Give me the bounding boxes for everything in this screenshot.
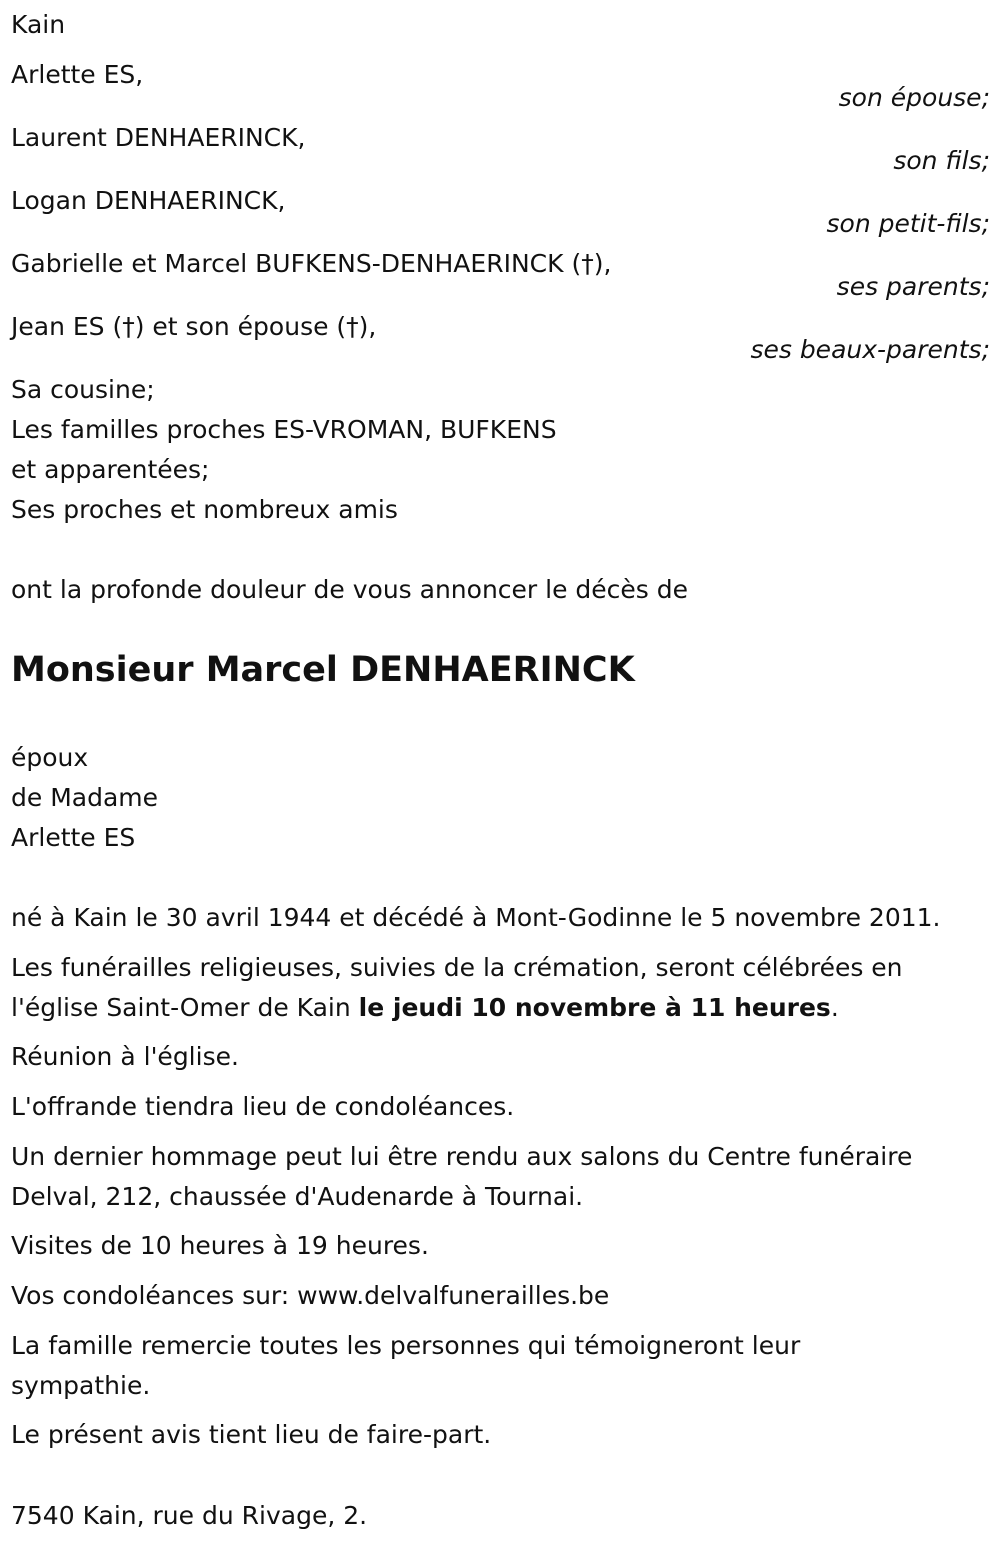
address-text: 7540 Kain, rue du Rivage, 2. [11,1501,368,1530]
family-member-relation: son petit-fils; [826,209,990,238]
deceased-name: Monsieur Marcel DENHAERINCK [11,650,635,690]
family-member-name: Arlette ES, [11,60,144,89]
visits-text: Visites de 10 heures à 19 heures. [11,1231,429,1260]
funeral-location: l'église Saint-Omer de Kain [11,993,359,1022]
homage-line: Delval, 212, chaussée d'Audenarde à Tournai. [11,1182,584,1211]
funeral-line: Les funérailles religieuses, suivies de la crémation, seront célébrées en [11,953,903,982]
family-member-relation: ses beaux-parents; [750,335,990,364]
family-member-name: Laurent DENHAERINCK, [11,123,306,152]
notice-text: Le présent avis tient lieu de faire-part. [11,1420,492,1449]
other-relatives-line: Ses proches et nombreux amis [11,495,398,524]
birth-death-text: né à Kain le 30 avril 1944 et décédé à Mont-Godinne le 5 novembre 2011. [11,903,941,932]
spouse-line: époux [11,743,89,772]
other-relatives-line: Sa cousine; [11,375,155,404]
place-heading: Kain [11,10,66,39]
condolences-text: Vos condoléances sur: www.delvalfunerailles.be [11,1281,610,1310]
funeral-period: . [830,993,839,1022]
funeral-line [11,993,839,1023]
other-relatives-line: et apparentées; [11,455,210,484]
spouse-line: Arlette ES [11,823,136,852]
homage-line: Un dernier hommage peut lui être rendu aux salons du Centre funéraire [11,1142,913,1171]
meeting-text: Réunion à l'église. [11,1042,239,1071]
thanks-line: sympathie. [11,1371,151,1400]
family-member-name: Gabrielle et Marcel BUFKENS-DENHAERINCK (†), [11,249,612,278]
family-member-relation: son fils; [893,146,990,175]
thanks-line: La famille remercie toutes les personnes qui témoigneront leur [11,1331,801,1360]
family-member-relation: ses parents; [836,272,990,301]
other-relatives-line: Les familles proches ES-VROMAN, BUFKENS [11,415,557,444]
announcement-text: ont la profonde douleur de vous annoncer le décès de [11,575,689,604]
family-member-relation: son épouse; [838,83,990,112]
family-member-name: Jean ES (†) et son épouse (†), [11,312,377,341]
funeral-date-time: le jeudi 10 novembre à 11 heures [358,993,831,1022]
offering-text: L'offrande tiendra lieu de condoléances. [11,1092,515,1121]
spouse-line: de Madame [11,783,159,812]
family-member-name: Logan DENHAERINCK, [11,186,286,215]
